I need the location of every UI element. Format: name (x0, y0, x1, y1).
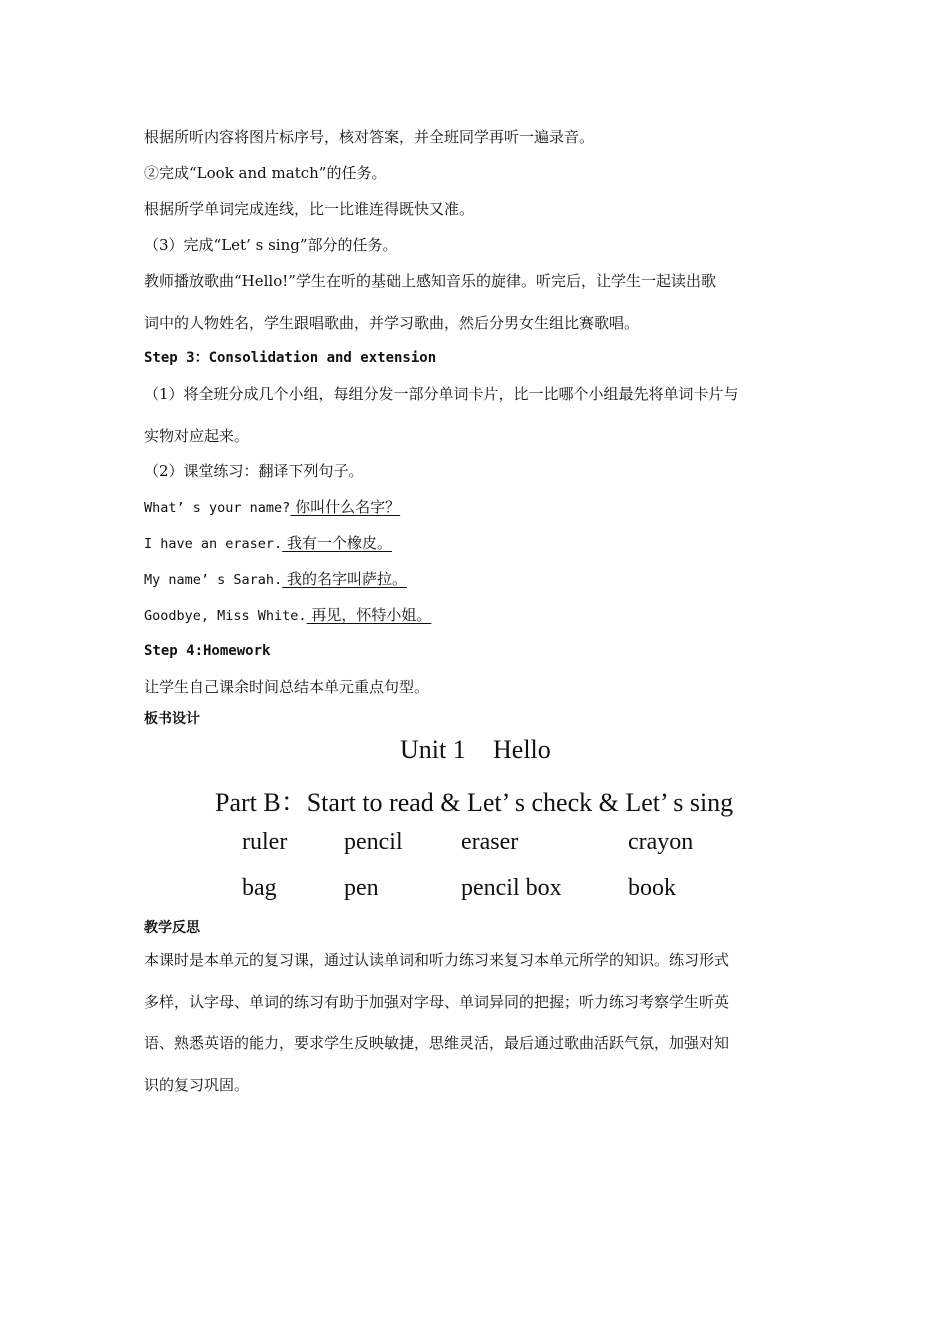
paragraph-line: 本课时是本单元的复习课，通过认读单词和听力练习来复习本单元所学的知识。练习形式 (144, 951, 730, 969)
paragraph-line: 实物对应起来。 (144, 427, 250, 445)
paragraph-line: （2）课堂练习：翻译下列句子。 (144, 462, 364, 480)
step4-heading: Step 4:Homework (144, 643, 271, 659)
step3-heading: Step 3：Consolidation and extension (144, 350, 437, 366)
exercise-answer: 再见，怀特小姐。 (306, 606, 432, 624)
exercise-line (144, 533, 392, 554)
exercise-answer: 我的名字叫萨拉。 (282, 570, 407, 588)
board-word: crayon (628, 829, 694, 855)
exercise-line (144, 569, 407, 590)
board-word: eraser (461, 829, 519, 855)
paragraph-line: 根据所听内容将图片标序号，核对答案，并全班同学再听一遍录音。 (144, 128, 595, 146)
board-design-heading: 板书设计 (144, 711, 200, 727)
paragraph-line: （3）完成“Let’ s sing”部分的任务。 (144, 236, 398, 254)
exercise-english: My name’ s Sarah. (144, 572, 283, 588)
paragraph-line: 语、熟悉英语的能力，要求学生反映敏捷，思维灵活，最后通过歌曲活跃气氛，加强对知 (144, 1034, 730, 1052)
board-title-unit: Unit 1 (400, 735, 466, 764)
board-word: pencil (344, 829, 403, 855)
exercise-line (144, 497, 400, 518)
exercise-english: Goodbye, Miss White. (144, 608, 307, 624)
paragraph-line: 教师播放歌曲“Hello!”学生在听的基础上感知音乐的旋律。听完后，让学生一起读出歌 (144, 272, 716, 290)
exercise-answer: 我有一个橡皮。 (282, 534, 392, 552)
board-word: pen (344, 875, 379, 901)
board-word: ruler (242, 829, 288, 855)
reflection-heading: 教学反思 (144, 920, 200, 936)
board-word: book (628, 875, 676, 901)
paragraph-line: 词中的人物姓名，学生跟唱歌曲，并学习歌曲，然后分男女生组比赛歌唱。 (144, 314, 640, 332)
paragraph-line: 让学生自己课余时间总结本单元重点句型。 (144, 678, 430, 696)
paragraph-line: ②完成“Look and match”的任务。 (144, 164, 387, 182)
paragraph-line: 识的复习巩固。 (144, 1076, 250, 1094)
exercise-line (144, 605, 431, 626)
board-title-hello: Hello (493, 735, 551, 764)
board-word: bag (242, 875, 277, 901)
exercise-english: I have an eraser. (144, 536, 283, 552)
exercise-answer: 你叫什么名字？ (290, 498, 401, 516)
paragraph-line: 根据所学单词完成连线，比一比谁连得既快又准。 (144, 200, 475, 218)
board-part-line: Part B：Start to read & Let’ s check & Let’ s sing (215, 788, 734, 817)
exercise-english: What’ s your name? (144, 500, 291, 516)
paragraph-line: （1）将全班分成几个小组，每组分发一部分单词卡片，比一比哪个小组最先将单词卡片与 (144, 385, 739, 403)
board-word: pencil box (461, 875, 562, 901)
paragraph-line: 多样，认字母、单词的练习有助于加强对字母、单词异同的把握；听力练习考察学生听英 (144, 993, 730, 1011)
